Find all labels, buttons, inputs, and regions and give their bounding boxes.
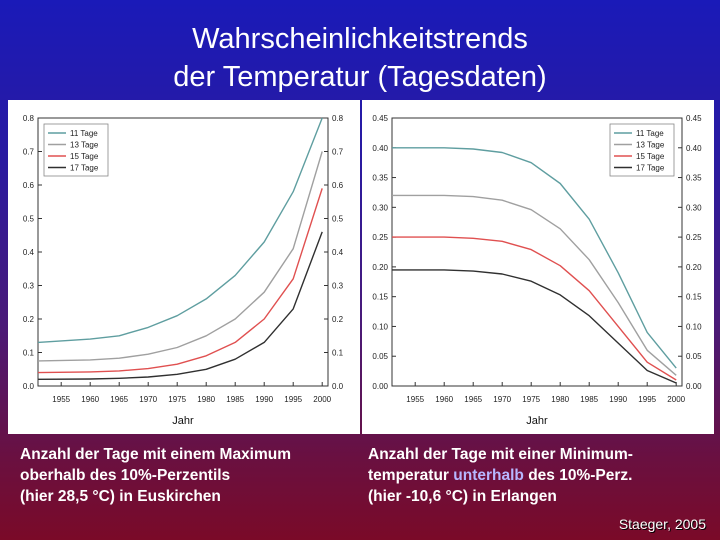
chart1-ytick-label: 0.5	[22, 214, 34, 224]
chart1-ytick-label: 0.1	[22, 348, 34, 358]
title-line-2: der Temperatur (Tagesdaten)	[173, 61, 547, 93]
chart1-legend-label-2: 13 Tage	[70, 140, 99, 150]
chart1-ytick-label-right: 0.8	[332, 114, 344, 123]
caption-left	[20, 444, 291, 507]
chart2-series-line-1	[392, 148, 676, 368]
chart2-xtick-label: 1975	[522, 395, 541, 404]
chart2-xtick-label: 1955	[406, 395, 425, 404]
chart1-ytick-label: 0.6	[22, 181, 34, 190]
credit: Staeger, 2005	[618, 516, 706, 532]
chart1-legend-label-4: 17 Tage	[70, 163, 99, 173]
chart1-ytick-label-right: 0.1	[332, 348, 344, 358]
chart2-legend-label-4: 17 Tage	[636, 163, 665, 173]
title-line-1: Wahrscheinlichkeitstrends	[192, 23, 528, 55]
caption-right-line-1: Anzahl der Tage mit einer Minimum-	[368, 446, 633, 463]
chart2-ytick-label-right: 0.00	[686, 382, 702, 391]
chart2-ytick-label-right: 0.30	[686, 203, 702, 213]
chart1-ytick-label-right: 0.4	[332, 248, 344, 257]
chart2-ytick-label-right: 0.10	[686, 322, 702, 332]
caption-right-emphasis: unterhalb	[453, 467, 524, 484]
chart1-xtick-label: 1955	[52, 395, 71, 404]
chart1-ytick-label-right: 0.5	[332, 214, 344, 224]
chart2-ytick-label: 0.40	[372, 143, 388, 153]
chart1-ytick-label: 0.4	[22, 248, 34, 257]
chart2-ytick-label-right: 0.45	[686, 114, 702, 123]
chart2-xtick-label: 1980	[551, 395, 570, 404]
caption-right-line-2-post: des 10%-Perz.	[523, 467, 633, 484]
chart2-xaxis-label: Jahr	[526, 415, 548, 427]
chart2-legend-label-3: 15 Tage	[636, 152, 665, 161]
chart1-ytick-label: 0.8	[22, 114, 34, 123]
chart2-ytick-label: 0.05	[372, 352, 388, 362]
chart1-xtick-label: 1965	[110, 395, 129, 404]
chart1-legend-label-3: 15 Tage	[70, 152, 99, 161]
chart2-ytick-label: 0.00	[372, 382, 388, 391]
chart2-ytick-label-right: 0.05	[686, 352, 702, 362]
chart1-ytick-label-right: 0.3	[332, 281, 344, 291]
chart2-xtick-label: 1960	[435, 395, 454, 404]
chart2-ytick-label: 0.35	[372, 173, 388, 183]
chart2-ytick-label-right: 0.35	[686, 173, 702, 183]
chart2-xtick-label: 1965	[464, 395, 483, 404]
chart1-xtick-label: 1980	[197, 395, 216, 404]
chart2-ytick-label: 0.25	[372, 233, 388, 243]
chart2-ytick-label: 0.30	[372, 203, 388, 213]
caption-left-line-2: oberhalb des 10%-Perzentils	[20, 467, 231, 484]
chart2-series-line-4	[392, 270, 676, 383]
chart1-ytick-label: 0.2	[22, 315, 34, 324]
chart1-xaxis-label: Jahr	[172, 415, 194, 427]
chart2-ytick-label: 0.10	[372, 322, 388, 332]
chart1-xtick-label: 1995	[284, 395, 303, 404]
slide-title	[0, 20, 720, 96]
chart2-xtick-label: 1995	[638, 395, 657, 404]
chart1-ytick-label-right: 0.2	[332, 315, 344, 324]
chart1-xtick-label: 1985	[226, 395, 245, 404]
chart2-ytick-label-right: 0.25	[686, 233, 702, 243]
chart2-ytick-label: 0.20	[372, 262, 388, 272]
caption-right-line-2	[368, 465, 633, 486]
caption-right-line-3: (hier -10,6 °C) in Erlangen	[368, 488, 557, 505]
chart2-legend	[610, 124, 674, 176]
chart1-xtick-label: 1960	[81, 395, 100, 404]
chart1-ytick-label-right: 0.0	[332, 382, 344, 391]
chart1-legend-label-1: 11 Tage	[70, 129, 98, 138]
chart2-xtick-label: 1985	[580, 395, 599, 404]
chart1-ytick-label: 0.3	[22, 281, 34, 291]
chart2-ytick-label: 0.15	[372, 292, 388, 302]
chart2-ytick-label-right: 0.15	[686, 292, 702, 302]
chart2-xtick-label: 1970	[493, 395, 512, 404]
chart1-ytick-label-right: 0.7	[332, 147, 344, 157]
chart2-ytick-label: 0.45	[372, 114, 388, 123]
chart1-series-line-4	[38, 232, 322, 379]
chart1-xtick-label: 1975	[168, 395, 187, 404]
caption-right-line-2-pre: temperatur	[368, 467, 454, 484]
caption-right	[368, 444, 633, 507]
chart2-legend-label-2: 13 Tage	[636, 140, 665, 150]
chart2-xtick-label: 1990	[609, 395, 628, 404]
chart1-xtick-label: 2000	[313, 395, 332, 404]
chart2-ytick-label-right: 0.40	[686, 143, 702, 153]
chart1-ytick-label: 0.7	[22, 147, 34, 157]
chart2-ytick-label-right: 0.20	[686, 262, 702, 272]
chart1-legend	[44, 124, 108, 176]
chart2-series-line-2	[392, 195, 676, 375]
caption-left-line-1: Anzahl der Tage mit einem Maximum	[20, 446, 292, 463]
chart1-ytick-label-right: 0.6	[332, 181, 344, 190]
chart1-series-line-2	[38, 152, 322, 361]
chart1-xtick-label: 1990	[255, 395, 274, 404]
chart1-xtick-label: 1970	[139, 395, 158, 404]
chart2-legend-label-1: 11 Tage	[636, 129, 664, 138]
chart-right-min-temperature	[362, 100, 714, 434]
chart-left-max-temperature	[8, 100, 360, 434]
chart2-xtick-label: 2000	[667, 395, 686, 404]
caption-left-line-3: (hier 28,5 °C) in Euskirchen	[20, 488, 221, 505]
chart1-ytick-label: 0.0	[22, 382, 34, 391]
